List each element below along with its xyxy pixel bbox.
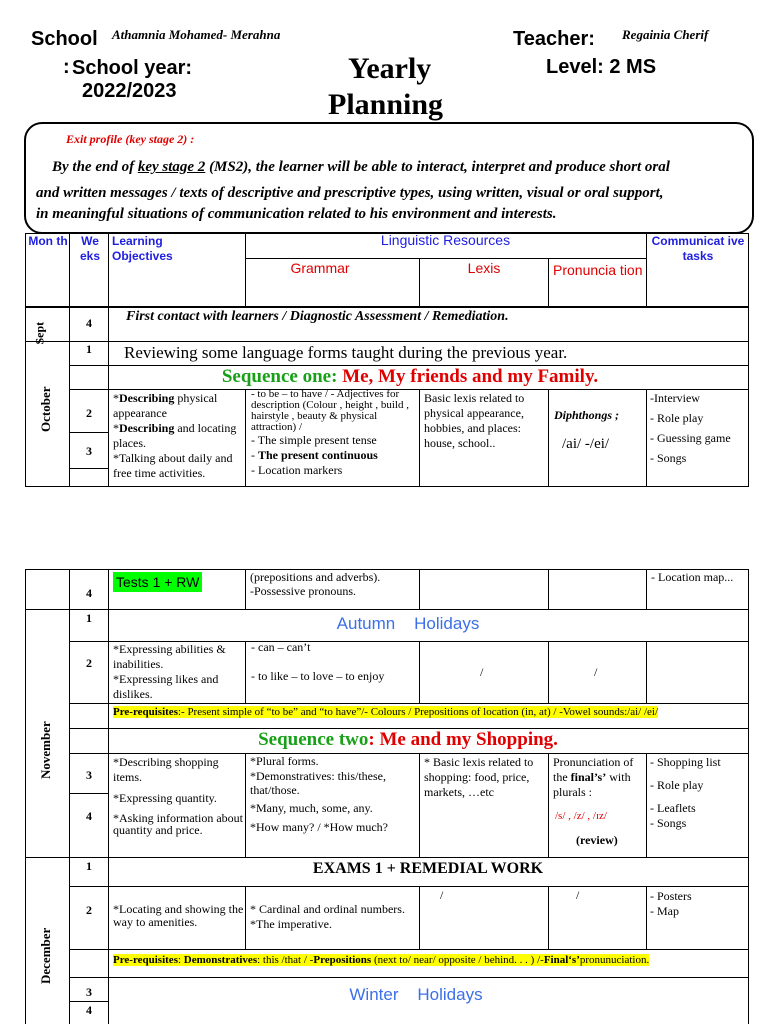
grammar-seq1: - to be – to have / - Adjectives for description (Colour , height , build , hairstyle , beauty & physical attraction) / - The simple present tense - The present continuous - Location markers <box>251 388 409 477</box>
tasks-seq1 <box>650 391 746 465</box>
month-december: December <box>38 927 53 984</box>
exit-profile-line2: and written messages / texts of descriptive and prescriptive types, using written, visual or oral support, <box>36 185 664 201</box>
week-number: 4 <box>86 586 92 600</box>
grammar-continued: (prepositions and adverbs). -Possessive pronouns. <box>250 570 381 598</box>
objectives-shopping: *Describing shopping items. *Expressing quantity. *Asking information about quantity and price. <box>113 755 243 837</box>
grammar-can: - can – can’t <box>251 640 311 654</box>
week-number: 1 <box>86 859 92 873</box>
grammar-like: - to like – to love – to enjoy <box>251 669 385 683</box>
teacher-label: Teacher: <box>513 28 595 50</box>
col-lexis-header: Lexis <box>467 260 501 276</box>
exams-row: EXAMS 1 + REMEDIAL WORK <box>312 860 544 877</box>
school-year-value: 2022/2023 <box>82 80 177 102</box>
task-item: - Role play <box>650 411 704 425</box>
title-line1: Yearly <box>348 52 432 85</box>
week-number: 2 <box>86 406 92 420</box>
pron-review: (review) <box>576 833 618 847</box>
task-item: - Guessing game <box>650 431 731 445</box>
task-location-map: - Location map... <box>651 570 734 584</box>
pron-slash: / <box>576 888 580 902</box>
prerequisites-row-2: Pre-requisites: Demonstratives: this /that / -Prepositions (next to/ near/ opposite / behind. . . ) /-Final‘s’pronunuciation. <box>113 954 650 966</box>
week-number: 1 <box>86 342 92 356</box>
objectives-way: *Locating and showing the way to amenities. <box>113 902 244 929</box>
grammar-shopping: *Plural forms. *Demonstratives: this/these, that/those. *Many, much, some, any. *How many? / *How much? <box>250 754 388 834</box>
week-number: 4 <box>86 809 92 823</box>
sequence-two-title: Sequence two: Me and my Shopping. <box>258 729 558 750</box>
col-tasks-header: Communicat ive tasks <box>651 234 745 263</box>
exit-profile-line3: in meaningful situations of communication related to his environment and interests. <box>36 206 557 222</box>
week-number: 2 <box>86 903 92 917</box>
week-number: 4 <box>86 1003 92 1017</box>
week-number: 1 <box>86 611 92 625</box>
tests-badge: Tests 1 + RW <box>113 572 202 592</box>
year-colon: : <box>63 56 70 78</box>
objectives-abilities: *Expressing abilities & inabilities. *Expressing likes and dislikes. <box>113 642 226 701</box>
pron-slash: / <box>594 665 598 679</box>
winter-holidays: Winter Holidays <box>349 985 483 1004</box>
week-number: 3 <box>86 444 92 458</box>
task-item: - Shopping list <box>650 755 721 769</box>
week-number: 2 <box>86 656 92 670</box>
col-pronunciation-header: Pronuncia tion <box>553 262 643 278</box>
lexis-shopping: * Basic lexis related to shopping: food, price, markets, …etc <box>424 755 534 799</box>
pron-final-s: Pronunciation of the final’s’ with plurals : <box>553 755 634 799</box>
task-item: - Posters <box>650 889 692 903</box>
month-november: November <box>38 721 53 779</box>
week-number: 3 <box>86 768 92 782</box>
school-label: School <box>31 28 98 50</box>
pronunciation-label: Diphthongs ; <box>554 408 620 422</box>
prerequisites-row-1: Pre-requisites:- Present simple of “to be” and “to have”/- Colours / Prepositions of location (in, at) / -Vowel sounds:/ai/ /ei/ <box>113 706 659 718</box>
month-october: October <box>38 386 53 432</box>
tasks-shopping <box>650 755 746 831</box>
pronunciation-sounds: /ai/ -/ei/ <box>562 436 610 452</box>
level-label: Level: 2 MS <box>546 56 657 78</box>
review-text: Reviewing some language forms taught during the previous year. <box>124 343 568 362</box>
grammar-numbers: * Cardinal and ordinal numbers. *The imperative. <box>250 902 405 931</box>
week-number: 3 <box>86 985 92 999</box>
lexis-slash: / <box>440 888 444 902</box>
sequence-one-title: Sequence one: Me, My friends and my Family. <box>221 366 599 387</box>
col-month-header: Mon th <box>28 234 68 248</box>
col-grammar-header: Grammar <box>290 260 350 276</box>
autumn-holidays: Autumn Holidays <box>336 614 480 633</box>
lexis-slash: / <box>480 665 484 679</box>
task-item: -Interview <box>650 391 700 405</box>
school-year-label: School year: <box>72 57 193 79</box>
week-number: 4 <box>86 316 92 330</box>
task-item: - Map <box>650 904 679 918</box>
month-sept: Sept <box>32 321 47 345</box>
col-objectives-header: Learning Objectives <box>112 234 173 263</box>
task-item: - Songs <box>650 816 687 830</box>
col-weeks-header: We eks <box>79 234 101 263</box>
exit-profile-line1: By the end of key stage 2 (MS2), the learner will be able to interact, interpret and produce short oral <box>52 159 670 175</box>
school-name: Athamnia Mohamed- Merahna <box>112 27 281 42</box>
exit-profile-heading: Exit profile (key stage 2) : <box>66 132 195 146</box>
teacher-name: Regainia Cherif <box>622 27 709 42</box>
task-item: - Songs <box>650 451 687 465</box>
title-line2: Planning <box>328 88 444 121</box>
sept-text: First contact with learners / Diagnostic Assessment / Remediation. <box>126 309 509 324</box>
col-linguistic-header: Linguistic Resources <box>380 232 511 248</box>
task-item: - Role play <box>650 778 704 792</box>
lexis-seq1: Basic lexis related to physical appearance, hobbies, and places: house, school.. <box>424 391 525 450</box>
task-item: - Leaflets <box>650 801 696 815</box>
pron-final-sounds: /s/ , /z/ , /ɪz/ <box>555 810 607 822</box>
objectives-seq1: *Describing physical appearance *Describing and locating places. *Talking about daily and free time activities. <box>113 391 237 480</box>
tasks-dec <box>650 889 746 919</box>
